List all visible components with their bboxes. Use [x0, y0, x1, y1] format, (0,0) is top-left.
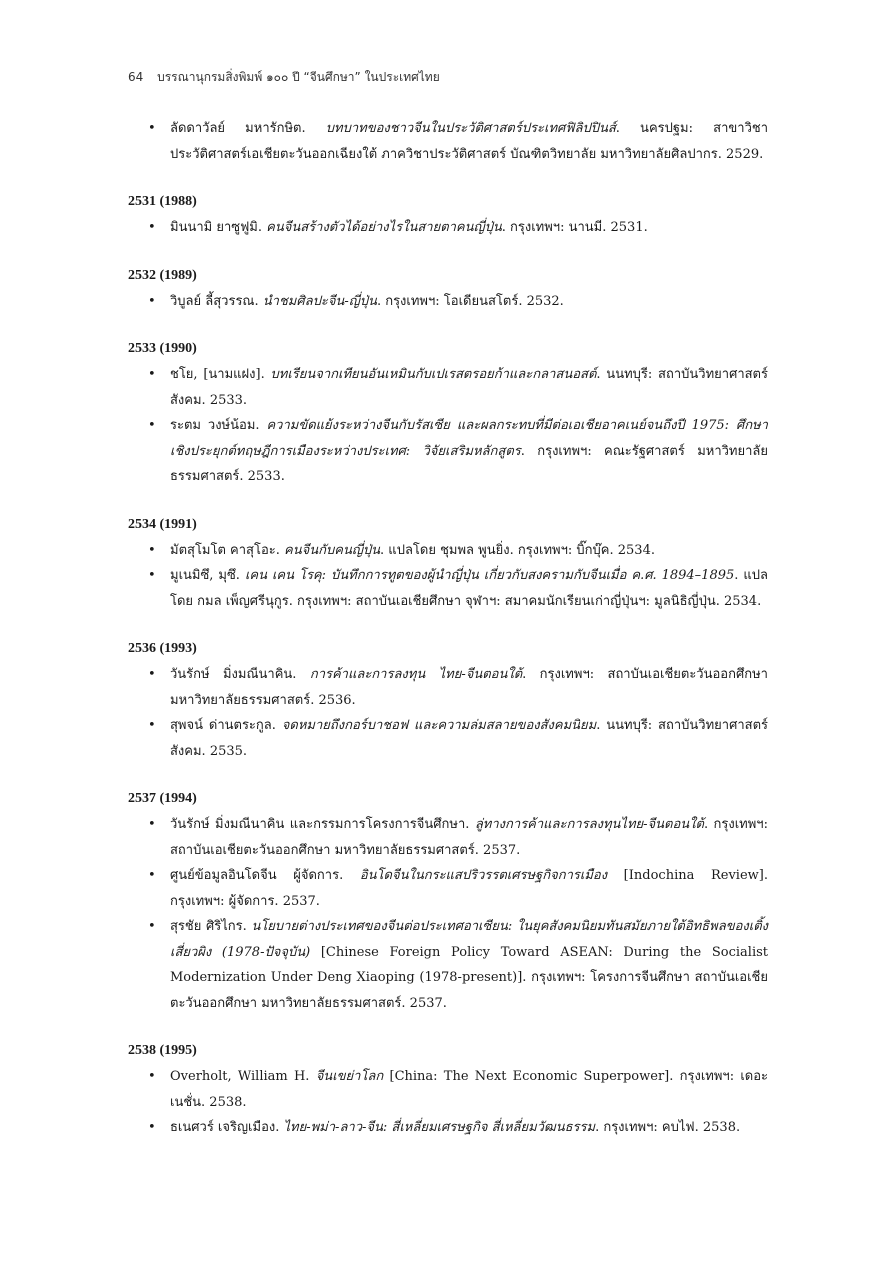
entry-title: ลู่ทางการค้าและการลงทุนไทย-จีนตอนใต้: [474, 817, 704, 832]
entry-publication: . กรุงเทพฯ: โอเดียนสโตร์. 2532.: [376, 293, 564, 309]
year-heading: 2531 (1988): [128, 194, 197, 209]
bibliography-entry: [128, 116, 768, 167]
entry-publication: . นนทบุรี: สถาบันวิทยาศาสตร์สังคม. 2535.: [170, 718, 768, 759]
bullet-icon: •: [148, 542, 156, 558]
year-heading: 2532 (1989): [128, 267, 197, 283]
bibliography-entry: [128, 413, 768, 490]
entry-list: [128, 362, 768, 490]
entry-list: [128, 1064, 768, 1141]
bibliography-entry: [128, 812, 768, 863]
entry-publication: [China: The Next Economic Superpower]. กรุงเทพฯ: เดอะเนชั่น. 2538.: [170, 1069, 768, 1110]
entry-title: ความขัดแย้งระหว่างจีนกับรัสเซีย และผลกระทบที่มีต่อเอเชียอาคเนย์จนถึงปี 1975: ศึกษาเชิงประยุกต์ทฤษฎีการเมืองระหว่างประเทศ: วิจัยเสริมหลักสูตร: [170, 418, 768, 459]
entry-list: [128, 538, 768, 615]
entry-author: มัตสุโมโต คาสุโอะ.: [170, 542, 280, 558]
entry-author: วันรักษ์ มิ่งมณีนาคิน และกรรมการโครงการจีนศึกษา.: [170, 817, 470, 832]
entry-publication: . นครปฐม: สาขาวิชาประวัติศาสตร์เอเชียตะวันออกเฉียงใต้ ภาควิชาประวัติศาสตร์ บัณฑิตวิทยาลัย มหาวิทยาลัยศิลปากร. 2529.: [170, 121, 768, 162]
bullet-icon: •: [148, 121, 156, 136]
entry-publication: [Chinese Foreign Policy Toward ASEAN: During the Socialist Modernization Under Deng Xiaoping (1978-present)]. กรุงเทพฯ: โครงการจีนศึกษา สถาบันเอเชียตะวันออกศึกษา มหาวิทยาลัยธรรมศาสตร์. 2537.: [170, 944, 768, 1011]
entry-author: ชโย, [นามแฝง].: [170, 367, 265, 382]
bullet-icon: •: [148, 718, 156, 733]
bullet-icon: •: [148, 1069, 156, 1084]
entry-list: [128, 215, 768, 241]
year-heading: 2533 (1990): [128, 341, 197, 356]
bullet-icon: •: [148, 220, 156, 235]
bullet-icon: •: [148, 919, 156, 934]
year-heading: 2534 (1991): [128, 516, 197, 532]
entry-author: ศูนย์ข้อมูลอินโดจีน ผู้จัดการ.: [170, 868, 344, 883]
entry-list: [128, 662, 768, 764]
year-section: [128, 116, 768, 167]
entry-author: วิบูลย์ ลี้สุวรรณ.: [170, 293, 259, 309]
entry-publication: . กรุงเทพฯ: สถาบันเอเชียตะวันออกศึกษา มหาวิทยาลัยธรรมศาสตร์. 2536.: [170, 667, 768, 708]
bibliography-entry: [128, 563, 768, 614]
bibliography-entry: [128, 1064, 768, 1115]
bullet-icon: •: [148, 1120, 156, 1135]
year-section: [128, 1041, 768, 1141]
entry-title: นโยบายต่างประเทศของจีนต่อประเทศอาเซียน: ในยุคสังคมนิยมทันสมัยภายใต้อิทธิพลของเติ้ง เสี่ยวผิง (1978-ปัจจุบัน): [170, 919, 768, 960]
entry-list: [128, 289, 768, 315]
bullet-icon: •: [148, 868, 156, 883]
entry-author: ลัดดาวัลย์ มหารักษิต.: [170, 121, 306, 136]
entry-title: จดหมายถึงกอร์บาชอฟ และความล่มสลายของสังคมนิยม: [281, 718, 597, 733]
entry-list: [128, 116, 768, 167]
bibliography-entry: [128, 289, 768, 315]
entry-list: [128, 812, 768, 1016]
page-number: 64: [128, 70, 144, 84]
bibliography-entry: [128, 713, 768, 764]
entry-author: มูเนมิซึ, มุซึ.: [170, 568, 240, 583]
entry-publication: . กรุงเทพฯ: คณะรัฐศาสตร์ มหาวิทยาลัยธรรมศาสตร์. 2533.: [170, 443, 769, 484]
year-heading: 2537 (1994): [128, 791, 197, 806]
bullet-icon: •: [148, 817, 156, 832]
bibliography-entry: [128, 914, 768, 1016]
bullet-icon: •: [148, 293, 156, 309]
year-section: [128, 789, 768, 1016]
entry-title: บทเรียนจากเทียนอันเหมินกับเปเรสตรอยก้าและกลาสนอสต์: [270, 367, 597, 382]
entry-author: สุรชัย ศิริไกร.: [170, 919, 247, 934]
entry-publication: . นนทบุรี: สถาบันวิทยาศาสตร์สังคม. 2533.: [170, 367, 768, 408]
entry-publication: . กรุงเทพฯ: นานมี. 2531.: [501, 220, 648, 235]
entry-title: บทบาทของชาวจีนในประวัติศาสตร์ประเทศฟิลิปปินส์: [325, 121, 616, 136]
year-section: [128, 639, 768, 764]
entry-author: ระตม วงษ์น้อม.: [170, 418, 260, 433]
entry-title: คนจีนกับคนญี่ปุ่น: [284, 542, 381, 558]
entry-title: คนจีนสร้างตัวได้อย่างไรในสายตาคนญี่ปุ่น: [266, 220, 502, 235]
bullet-icon: •: [148, 367, 156, 382]
entry-title: เคน เคน โรคุ: บันทึกการทูตของผู้นำญี่ปุ่น เกี่ยวกับสงครามกับจีนเมื่อ ค.ศ. 1894–1895: [244, 568, 735, 583]
entry-author: สุพจน์ ด่านตระกูล.: [170, 718, 276, 733]
bibliography-entry: [128, 215, 768, 241]
entry-author: วันรักษ์ มิ่งมณีนาคิน.: [170, 667, 297, 682]
entry-title: จีนเขย่าโลก: [315, 1069, 384, 1084]
bullet-icon: •: [148, 667, 156, 682]
bullet-icon: •: [148, 568, 156, 583]
year-section: [128, 515, 768, 615]
entry-author: ธเนศวร์ เจริญเมือง.: [170, 1120, 280, 1135]
entry-publication: . แปลโดย กมล เพ็ญศรีนุกูร. กรุงเทพฯ: สถาบันเอเชียศึกษา จุฬาฯ: สมาคมนักเรียนเก่าญี่ปุ่นฯ: มูลนิธิญี่ปุ่น. 2534.: [170, 568, 768, 609]
entry-publication: . แปลโดย ชุมพล พูนยิ่ง. กรุงเทพฯ: บิ๊กบุ๊ค. 2534.: [380, 542, 655, 558]
year-section: [128, 339, 768, 490]
entry-title: การค้าและการลงทุน ไทย-จีนตอนใต้: [309, 667, 523, 682]
entry-publication: . กรุงเทพฯ: สถาบันเอเชียตะวันออกศึกษา มหาวิทยาลัยธรรมศาสตร์. 2537.: [170, 817, 768, 858]
entry-publication: . กรุงเทพฯ: คบไฟ. 2538.: [595, 1120, 741, 1135]
entry-title: ไทย-พม่า-ลาว-จีน: สี่เหลี่ยมเศรษฐกิจ สี่เหลี่ยมวัฒนธรรม: [283, 1120, 596, 1135]
bibliography-entry: [128, 538, 768, 564]
year-heading: 2538 (1995): [128, 1043, 197, 1058]
year-section: [128, 192, 768, 241]
year-section: [128, 266, 768, 315]
bibliography-content: [128, 116, 768, 1166]
entry-title: อินโดจีนในกระแสปริวรรตเศรษฐกิจการเมือง: [359, 868, 608, 883]
running-header: [128, 68, 440, 87]
entry-author: Overholt, William H.: [170, 1069, 310, 1084]
bibliography-entry: [128, 362, 768, 413]
entry-publication: [Indochina Review]. กรุงเทพฯ: ผู้จัดการ. 2537.: [170, 868, 768, 909]
bibliography-entry: [128, 863, 768, 914]
bibliography-entry: [128, 1115, 768, 1141]
entry-author: มินนามิ ยาซูฟูมิ.: [170, 220, 262, 235]
bullet-icon: •: [148, 418, 156, 433]
year-heading: 2536 (1993): [128, 641, 197, 656]
running-title: บรรณานุกรมสิ่งพิมพ์ ๑๐๐ ปี “จีนศึกษา” ในประเทศไทย: [157, 70, 440, 84]
entry-title: นำชมศิลปะจีน-ญี่ปุ่น: [262, 293, 377, 309]
bibliography-entry: [128, 662, 768, 713]
